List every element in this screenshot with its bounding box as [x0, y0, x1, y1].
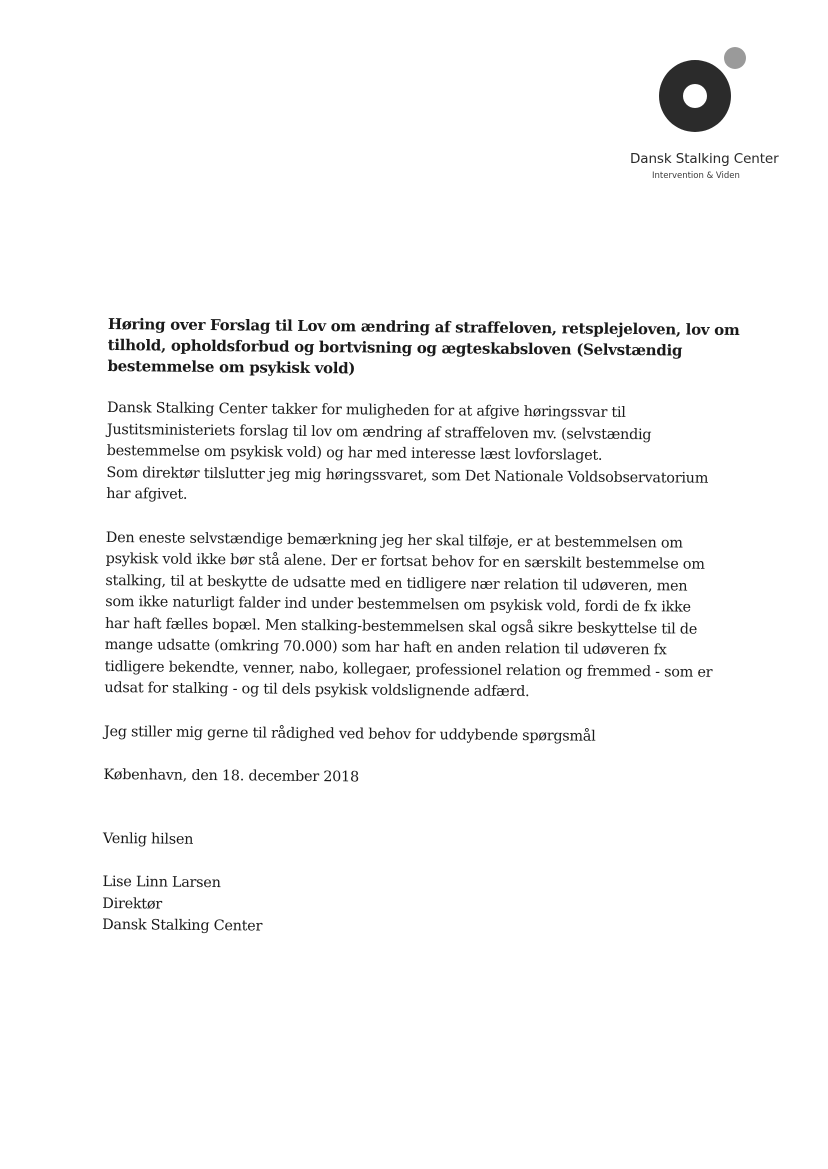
- signatory-title: Direktør: [102, 895, 163, 913]
- logo-dot: [724, 47, 746, 69]
- subject-line: tilhold, opholdsforbud og bortvisning og ægteskabsloven (Selvstændig: [107, 335, 683, 360]
- paragraph-line: Den eneste selvstændige bemærkning jeg her skal tilføje, er at bestemmelsen om: [105, 529, 683, 552]
- availability-line: Jeg stiller mig gerne til rådighed ved behov for uddybende spørgsmål: [103, 723, 596, 745]
- paragraph-line: bestemmelse om psykisk vold) og har med interesse læst lovforslaget.: [106, 442, 603, 464]
- signatory-organization: Dansk Stalking Center: [102, 916, 263, 935]
- signatory-name: Lise Linn Larsen: [102, 873, 221, 892]
- paragraph-line: stalking, til at beskytte de udsatte med en tidligere nær relation til udøveren, men: [105, 572, 688, 595]
- paragraph-availability: [104, 721, 704, 748]
- place-date-line: København, den 18. december 2018: [103, 766, 359, 786]
- letter-body: [102, 314, 740, 964]
- paragraph-line: mange udsatte (omkring 70.000) som har haft en anden relation til udøveren fx: [104, 636, 667, 659]
- paragraph-remark: [104, 527, 713, 705]
- paragraph-line: tidligere bekendte, venner, nabo, kollegaer, professionel relation og fremmed - som er: [104, 658, 713, 681]
- paragraph-line: udsat for stalking - og til dels psykisk voldslignende adfærd.: [104, 679, 530, 701]
- logo-organization-name: Dansk Stalking Center: [630, 151, 779, 167]
- paragraph-line: som ikke naturligt falder ind under bestemmelsen om psykisk vold, fordi de fx ikke: [105, 593, 691, 616]
- letter-subject: [107, 314, 740, 383]
- paragraph-line: Som direktør tilslutter jeg mig høringssvaret, som Det Nationale Voldsobservatorium: [106, 464, 709, 487]
- signature-block: [102, 872, 703, 942]
- closing-salutation: [103, 828, 703, 855]
- paragraph-line: har afgivet.: [106, 485, 188, 503]
- dansk-stalking-center-logo-icon: [655, 44, 749, 138]
- paragraph-intro: [106, 398, 707, 511]
- letterhead-logo: [0, 0, 828, 200]
- paragraph-line: Dansk Stalking Center takker for muligheden for at afgive høringssvar til: [107, 399, 626, 421]
- paragraph-line: har haft fælles bopæl. Men stalking-bestemmelsen skal også sikre beskyttelse til de: [104, 615, 698, 638]
- subject-line: Høring over Forslag til Lov om ændring af straffeloven, retsplejeloven, lov om: [107, 314, 740, 340]
- paragraph-line: Justitsministeriets forslag til lov om ændring af straffeloven mv. (selvstændig: [106, 421, 652, 443]
- logo-ring-hole: [683, 84, 707, 108]
- paragraph-line: psykisk vold ikke bør stå alene. Der er fortsat behov for en særskilt bestemmelse om: [105, 550, 705, 573]
- place-and-date: [103, 765, 703, 792]
- closing-line: Venlig hilsen: [102, 830, 194, 848]
- logo-tagline: Intervention & Viden: [652, 171, 740, 181]
- subject-line: bestemmelse om psykisk vold): [107, 356, 356, 378]
